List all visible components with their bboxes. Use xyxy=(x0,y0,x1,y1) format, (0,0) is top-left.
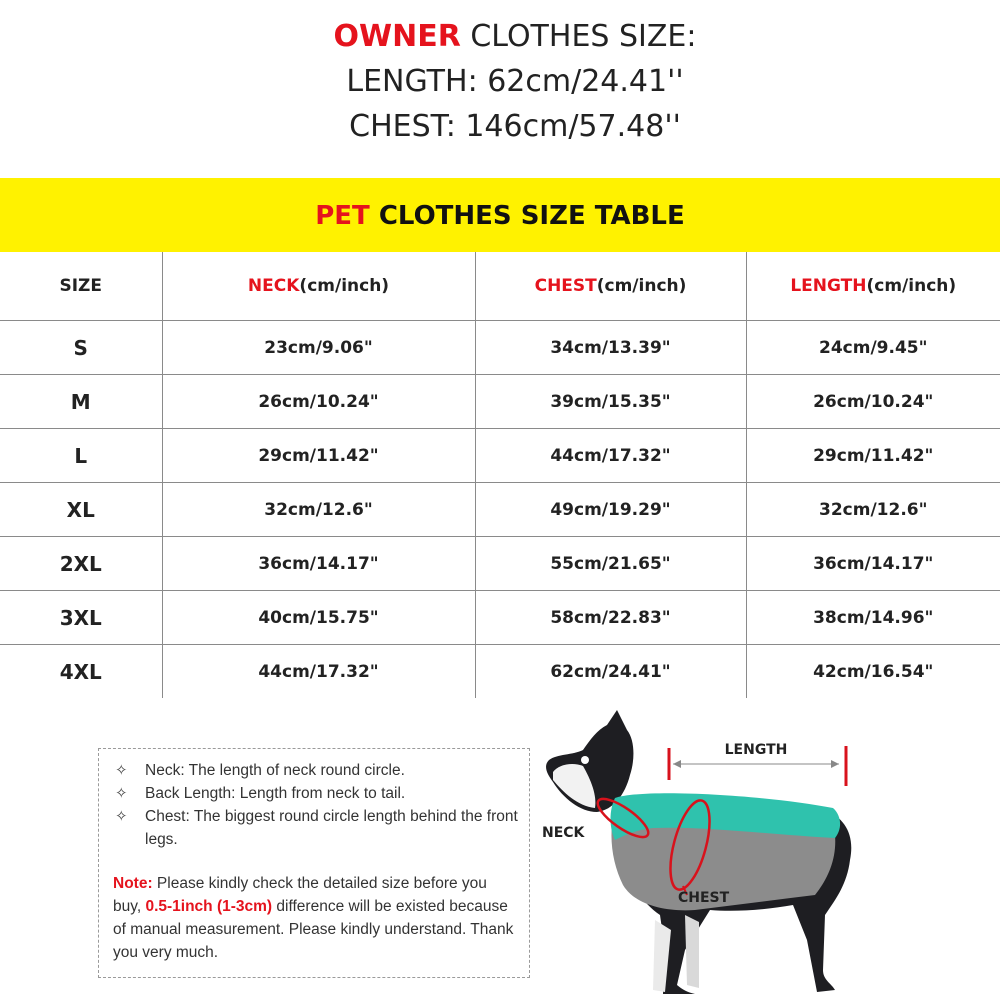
table-row xyxy=(0,591,1000,645)
length-label: LENGTH xyxy=(724,742,788,758)
list-item xyxy=(113,782,519,805)
dog-front-leg-2 xyxy=(685,915,699,988)
header-chest xyxy=(475,252,746,321)
length-arrow-left xyxy=(673,760,681,768)
length-cell: 24cm/9.45" xyxy=(746,321,1000,375)
stub-divider xyxy=(475,687,476,691)
note-text-2: difference will be existed because of manual measurement. Please kindly understand. Thank you very much. xyxy=(113,898,514,961)
header-length-red: LENGTH xyxy=(790,276,867,296)
neck-cell: 29cm/11.42" xyxy=(162,429,475,483)
chest-label: CHEST xyxy=(678,890,730,906)
header-length xyxy=(746,252,1000,321)
length-cell: 36cm/14.17" xyxy=(746,537,1000,591)
length-cell: 29cm/11.42" xyxy=(746,429,1000,483)
header-neck-red: NECK xyxy=(247,276,300,296)
banner-pet-label: PET xyxy=(315,201,370,231)
header-chest-unit: (cm/inch) xyxy=(596,276,687,296)
owner-size-block xyxy=(0,14,1000,149)
four-point-star-icon: ✧ xyxy=(115,785,128,802)
chest-cell: 44cm/17.32" xyxy=(475,429,746,483)
table-header-row xyxy=(0,252,1000,321)
chest-cell: 55cm/21.65" xyxy=(475,537,746,591)
stub-divider xyxy=(746,687,747,691)
owner-label: OWNER xyxy=(333,19,461,54)
disclaimer xyxy=(113,872,519,964)
chest-cell: 62cm/24.41" xyxy=(475,645,746,699)
table-row xyxy=(0,483,1000,537)
neck-cell: 36cm/14.17" xyxy=(162,537,475,591)
dog-eye xyxy=(581,756,589,764)
table-row xyxy=(0,321,1000,375)
length-cell: 26cm/10.24" xyxy=(746,375,1000,429)
note-neck: Neck: The length of neck round circle. xyxy=(145,762,405,779)
chest-cell: 39cm/15.35" xyxy=(475,375,746,429)
owner-length: LENGTH: 62cm/24.41'' xyxy=(346,64,684,99)
header-length-unit: (cm/inch) xyxy=(866,276,957,296)
dog-illustration xyxy=(535,700,995,1000)
owner-chest: CHEST: 146cm/57.48'' xyxy=(349,109,681,144)
size-cell: XL xyxy=(0,483,162,537)
size-cell: S xyxy=(0,321,162,375)
table-row xyxy=(0,429,1000,483)
note-back-length: Back Length: Length from neck to tail. xyxy=(145,785,406,802)
table-bottom-stub xyxy=(0,687,1000,691)
header-neck xyxy=(162,252,475,321)
list-item xyxy=(113,759,519,782)
header-size xyxy=(0,252,162,321)
chest-cell: 34cm/13.39" xyxy=(475,321,746,375)
neck-cell: 23cm/9.06" xyxy=(162,321,475,375)
note-chest: Chest: The biggest round circle length behind the front legs. xyxy=(145,808,518,848)
header-neck-unit: (cm/inch) xyxy=(299,276,390,296)
measurement-notes xyxy=(98,748,530,978)
notes-list xyxy=(113,759,519,851)
chest-cell: 49cm/19.29" xyxy=(475,483,746,537)
note-label: Note: xyxy=(113,875,153,892)
size-cell: M xyxy=(0,375,162,429)
note-text-1: Please kindly check the detailed size before you buy, xyxy=(113,875,487,915)
pet-size-banner xyxy=(0,178,1000,252)
size-cell: 3XL xyxy=(0,591,162,645)
neck-label: NECK xyxy=(542,825,585,841)
size-cell: 2XL xyxy=(0,537,162,591)
owner-title xyxy=(0,14,1000,59)
owner-title-rest: CLOTHES SIZE: xyxy=(460,19,697,54)
note-highlight: 0.5-1inch (1-3cm) xyxy=(145,898,273,915)
banner-rest: CLOTHES SIZE TABLE xyxy=(369,201,685,231)
four-point-star-icon: ✧ xyxy=(115,808,128,825)
stub-divider xyxy=(162,687,163,691)
header-chest-red: CHEST xyxy=(534,276,597,296)
size-table xyxy=(0,252,1000,698)
four-point-star-icon: ✧ xyxy=(115,762,128,779)
length-cell: 32cm/12.6" xyxy=(746,483,1000,537)
length-cell: 42cm/16.54" xyxy=(746,645,1000,699)
size-cell: 4XL xyxy=(0,645,162,699)
neck-cell: 44cm/17.32" xyxy=(162,645,475,699)
table-row xyxy=(0,375,1000,429)
list-item xyxy=(113,805,519,851)
size-cell: L xyxy=(0,429,162,483)
chest-cell: 58cm/22.83" xyxy=(475,591,746,645)
neck-cell: 40cm/15.75" xyxy=(162,591,475,645)
length-cell: 38cm/14.96" xyxy=(746,591,1000,645)
header-size-label: SIZE xyxy=(59,276,102,296)
neck-cell: 26cm/10.24" xyxy=(162,375,475,429)
dog-measurement-diagram xyxy=(535,700,995,1000)
table-row xyxy=(0,537,1000,591)
length-arrow-right xyxy=(831,760,839,768)
neck-cell: 32cm/12.6" xyxy=(162,483,475,537)
